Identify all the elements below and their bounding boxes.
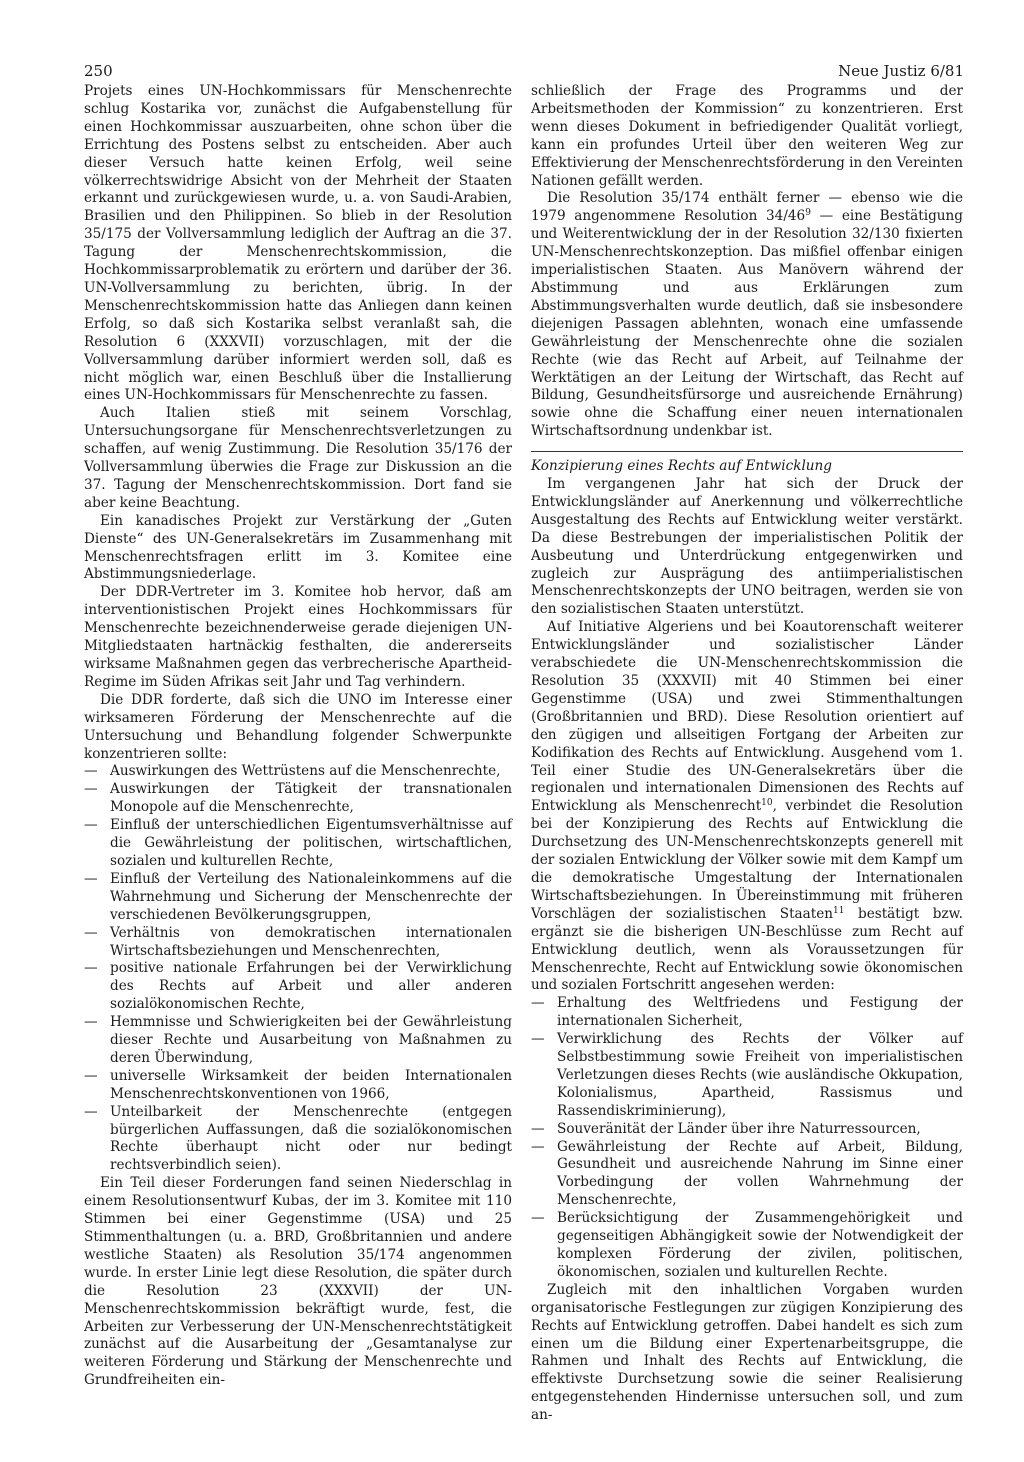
page-number: 250 — [84, 62, 113, 80]
development-prerequisites-list — [531, 995, 963, 1282]
ddr-demands-list — [84, 763, 512, 1175]
list-item: — Verhältnis von demokratischen internationalen Wirtschaftsbeziehungen und Menschenrechten, — [110, 925, 512, 961]
text-run: — eine Bestätigung und Weiterentwicklung der in der Resolution 32/130 fixierten UN-Menschenrechtskonzeption. Das mißfiel offenbar einigen imperialistischen Staaten. Aus Manövern während der Abstimmung und aus Erklärungen zum Abstimmungsverhalten wurde deutlich, daß sie insbesondere diejenigen Passagen ablehnten, wonach eine umfassende Gewährleistung der Menschenrechte ohne die sozialen Rechte (wie das Recht auf Arbeit, auf Teilnahme der Werktätigen an der Leitung der Wirtschaft, das Recht auf Bildung, Gesundheitsfürsorge und ausreichende Ernährung) sowie ohne die Schaffung einer neuen internationalen Wirtschaftsordnung undenkbar ist. — [531, 208, 963, 440]
left-column — [84, 83, 512, 1390]
footnote-ref-11: 11 — [833, 905, 845, 916]
section-divider — [531, 451, 963, 452]
footnote-ref-9: 9 — [805, 208, 811, 219]
paragraph: Ein Teil dieser Forderungen fand seinen Niederschlag in einem Resolutionsentwurf Kubas, der im 3. Komitee mit 110 Stimmen bei einer Gegenstimme (USA) und 25 Stimmenthaltungen (u. a. BRD, Großbritannien und andere westliche Staaten) als Resolution 35/174 angenommen wurde. In erster Linie legt diese Resolution, die später durch die Resolution 23 (XXXVII) der UN-Menschenrechtskommission bekräftigt wurde, fest, die Arbeiten zur Verbesserung der UN-Menschenrechtstätigkeit zunächst auf die Ausarbeitung der „Gesamtanalyse zur weiteren Förderung und Stärkung der Menschenrechte und Grundfreiheiten ein- — [84, 1175, 512, 1389]
section-heading: Konzipierung eines Rechts auf Entwicklung — [531, 458, 833, 475]
paragraph: Im vergangenen Jahr hat sich der Druck der Entwicklungsländer auf Anerkennung und völkerrechtliche Ausgestaltung des Rechts auf Entwicklung weiter verstärkt. Da diese Bestrebungen der imperialistischen Politik der Ausbeutung und Unterdrückung entgegenwirken und zugleich zur Ausprägung des antiimperialistischen Menschenrechtskonzepts der UNO beitragen, werden sie von den sozialistischen Staaten unterstützt. — [531, 476, 963, 618]
list-item: — Hemmnisse und Schwierigkeiten bei der Gewährleistung dieser Rechte und Ausarbeitung von Maßnahmen zu deren Überwindung, — [110, 1014, 512, 1068]
list-item: — Gewährleistung der Rechte auf Arbeit, Bildung, Gesundheit und ausreichende Nahrung im Sinne einer Vorbedingung der vollen Wahrnehmung der Menschenrechte, — [557, 1139, 963, 1211]
text-run: , verbindet die Resolution bei der Konzipierung des Rechts auf Entwicklung die Durchsetzung des UN-Menschenrechtskonzepts generell mit der sozialen Entwicklung der Völker sowie mit dem Kampf um die demokratische Umgestaltung der Internationalen Wirtschaftsbeziehungen. In Übereinstimmung mit früheren Vorschlägen der sozialistischen Staaten — [531, 798, 963, 922]
paragraph — [531, 619, 963, 995]
footnote-ref-10: 10 — [761, 798, 773, 809]
list-item: — Auswirkungen des Wettrüstens auf die Menschenrechte, — [110, 763, 512, 781]
list-item: — universelle Wirksamkeit der beiden Internationalen Menschenrechtskonventionen von 1966, — [110, 1068, 512, 1104]
paragraph: schließlich der Frage des Programms und der Arbeitsmethoden der Kommission“ zu konzentrieren. Erst wenn dieses Dokument in befriedigender Qualität vorliegt, kann ein profundes Urteil über den weiteren Weg zur Effektivierung der Menschenrechtsförderung in den Vereinten Nationen gefällt werden. — [531, 83, 963, 189]
list-item: — Souveränität der Länder über ihre Naturressourcen, — [557, 1121, 963, 1139]
right-column — [531, 83, 963, 1425]
list-item: — Einfluß der Verteilung des Nationaleinkommens auf die Wahrnehmung und Sicherung der Menschenrechte der verschiedenen Bevölkerungsgruppen, — [110, 871, 512, 925]
list-item: — Verwirklichung des Rechts der Völker auf Selbstbestimmung sowie Freiheit von imperialistischen Verletzungen dieses Rechts (wie ausländische Okkupation, Kolonialismus, Apartheid, Rassismus und Rassendiskriminierung), — [557, 1031, 963, 1121]
paragraph: Zugleich mit den inhaltlichen Vorgaben wurden organisatorische Festlegungen zur zügigen Konzipierung des Rechts auf Entwicklung getroffen. Dabei handelt es sich zum einen um die Bildung einer Expertenarbeitsgruppe, die Rahmen und Inhalt des Rechts auf Entwicklung, die effektivste Durchsetzung sowie die seiner Realisierung entgegenstehenden Hindernisse untersuchen soll, und zum an- — [531, 1281, 963, 1424]
list-item: — Auswirkungen der Tätigkeit der transnationalen Monopole auf die Menschenrechte, — [110, 781, 512, 817]
text-run: Auf Initiative Algeriens und bei Koautorenschaft weiterer Entwicklungsländer und sozialistischer Länder verabschiedete die UN-Menschenrechtskommission die Resolution 35 (XXXVII) mit 40 Stimmen bei einer Gegenstimme (USA) und zwei Stimmenthaltungen (Großbritannien und BRD). Diese Resolution orientiert auf den zügigen und allseitigen Fortgang der Arbeiten zur Kodifikation des Rechts auf Entwicklung. Ausgehend vom 1. Teil einer Studie des UN-Generalsekretärs über die regionalen und internationalen Dimensionen des Rechts auf Entwicklung als Menschenrecht — [531, 619, 963, 815]
paragraph: Ein kanadisches Projekt zur Verstärkung der „Guten Dienste“ des UN-Generalsekretärs im Zusammenhang mit Menschenrechtsfragen erlitt im 3. Komitee eine Abstimmungsniederlage. — [84, 512, 512, 583]
text-run: bestätigt bzw. ergänzt sie die bisherigen UN-Beschlüsse zum Recht auf Entwicklung deutlich, wenn als Voraussetzungen für Menschenrechte, Recht auf Entwicklung sowie ökonomischen und sozialen Fortschritt angesehen werden: — [531, 905, 963, 994]
paragraph: Projets eines UN-Hochkommissars für Menschenrechte schlug Kostarika vor, zunächst die Aufgabenstellung für einen Hochkommissar auszuarbeiten, ohne schon über die Errichtung des Postens selbst zu entscheiden. Aber auch dieser Versuch hatte keinen Erfolg, weil seine völkerrechtswidrige Absicht von der Mehrheit der Staaten erkannt und zurückgewiesen wurde, u. a. von Saudi-Arabien, Brasilien und den Philippinen. So blieb in der Resolution 35/175 der Vollversammlung lediglich der Auftrag an die 37. Tagung der Menschenrechtskommission, die Hochkommissarproblematik zu erörtern und darüber der 36. UN-Vollversammlung zu berichten, übrig. In der Menschenrechtskommission hatte das Anliegen dann keinen Erfolg, so daß sich Kostarika selbst veranlaßt sah, die Resolution 6 (XXXVII) vorzuschlagen, mit der die Vollversammlung darüber informiert werden soll, daß es nicht möglich war, einen Beschluß über die Installierung eines UN-Hochkommissars für Menschenrechte zu fassen. — [84, 83, 512, 404]
journal-issue: Neue Justiz 6/81 — [838, 62, 964, 80]
list-item: — Unteilbarkeit der Menschenrechte (entgegen bürgerlichen Auffassungen, daß die sozialökonomischen Rechte überhaupt nicht oder nur bedingt rechtsverbindlich seien). — [110, 1104, 512, 1176]
paragraph: Auch Italien stieß mit seinem Vorschlag, Untersuchungsorgane für Menschenrechtsverletzungen zu schaffen, auf wenig Zustimmung. Die Resolution 35/176 der Vollversammlung überwies die Frage zur Diskussion an die 37. Tagung der Menschenrechtskommission. Dort fand sie aber keine Beachtung. — [84, 405, 512, 511]
paragraph: Der DDR-Vertreter im 3. Komitee hob hervor, daß am interventionistischen Projekt eines Hochkommissars für Menschenrechte bezeichnenderweise gerade diejenigen UN-Mitgliedstaaten hartnäckig festhalten, die andererseits wirksame Maßnahmen gegen das verbrecherische Apartheid-Regime im Süden Afrikas seit Jahr und Tag verhindern. — [84, 584, 512, 690]
list-item: — Berücksichtigung der Zusammengehörigkeit und gegenseitigen Abhängigkeit sowie der Notwendigkeit der komplexen Förderung der zivilen, politischen, ökonomischen, sozialen und kulturellen Rechte. — [557, 1210, 963, 1282]
list-item: — Erhaltung des Weltfriedens und Festigung der internationalen Sicherheit, — [557, 995, 963, 1031]
list-item: — positive nationale Erfahrungen bei der Verwirklichung des Rechts auf Arbeit und aller anderen sozialökonomischen Rechte, — [110, 960, 512, 1014]
text-run: Die Resolution 35/174 enthält ferner — ebenso wie die 1979 angenommene Resolution 34/46 — [531, 190, 963, 225]
paragraph: Die DDR forderte, daß sich die UNO im Interesse einer wirksameren Förderung der Menschenrechte auf die Untersuchung und Behandlung folgender Schwerpunkte konzentrieren sollte: — [84, 691, 512, 762]
paragraph — [531, 190, 963, 441]
list-item: — Einfluß der unterschiedlichen Eigentumsverhältnisse auf die Gewährleistung der politischen, wirtschaftlichen, sozialen und kulturellen Rechte, — [110, 817, 512, 871]
